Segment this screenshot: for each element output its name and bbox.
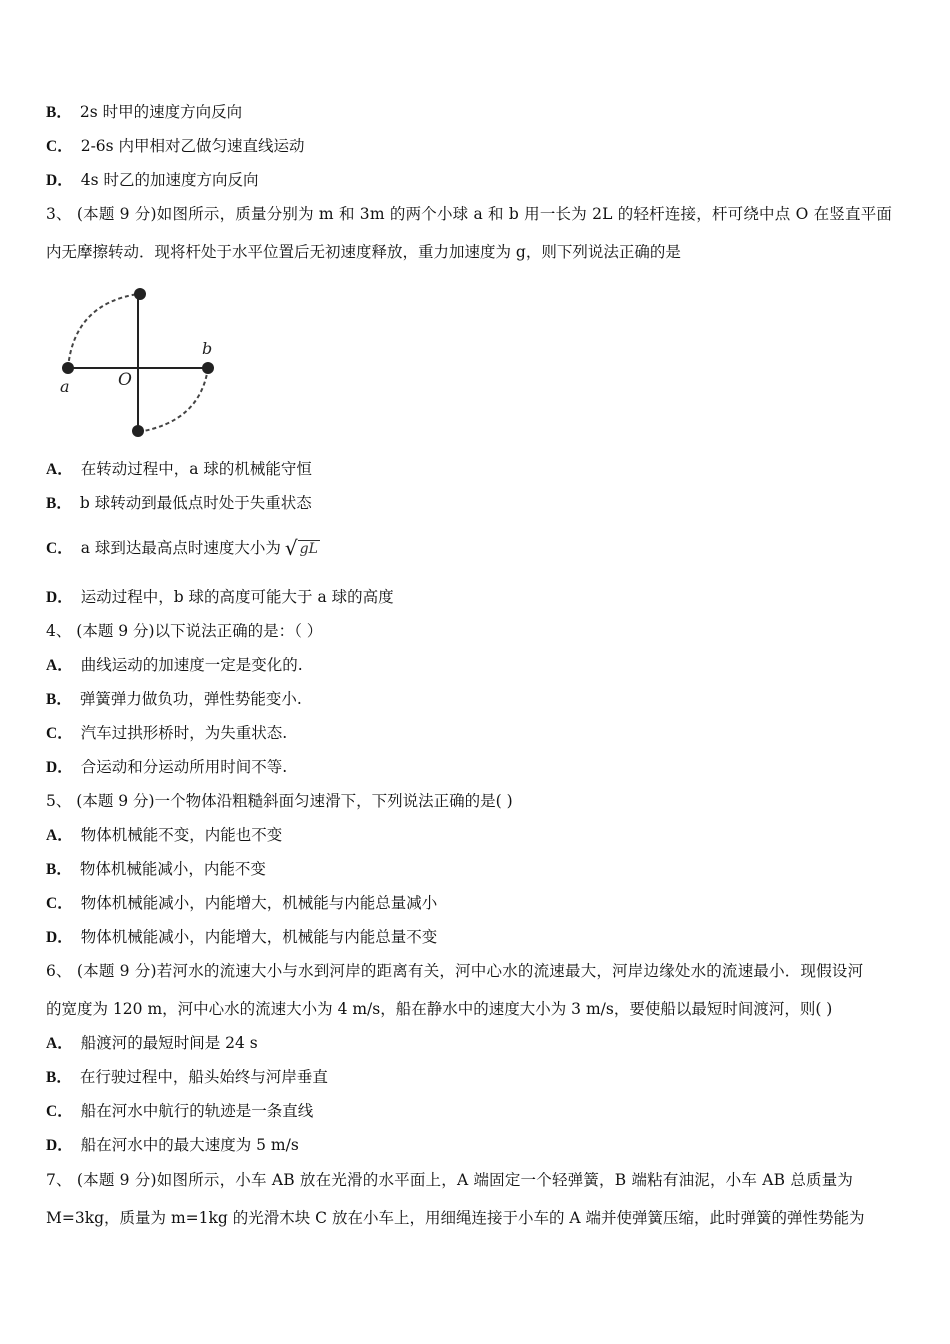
option-label: C． — [46, 138, 73, 155]
formula-radicand: gL — [299, 541, 318, 557]
q6-stem-line2: 的宽度为 120 m，河中心水的流速大小为 4 m/s，船在静水中的速度大小为 3 m/s，要使船以最短时间渡河，则( ) — [46, 1000, 833, 1018]
q3-option-c — [46, 538, 320, 559]
option-text: 船渡河的最短时间是 24 s — [80, 1034, 258, 1052]
q7-stem-line2: M=3kg，质量为 m=1kg 的光滑木块 C 放在小车上，用细绳连接于小车的 A 端并使弹簧压缩，此时弹簧的弹性势能为 — [46, 1209, 865, 1227]
option-label: C． — [46, 540, 73, 557]
q3-option-b — [46, 493, 312, 514]
ball-b — [202, 362, 214, 374]
q4-option-d — [46, 757, 287, 778]
option-label: A． — [46, 657, 73, 674]
option-label: D． — [46, 1137, 73, 1154]
label-b: b — [202, 339, 213, 358]
option-label: C． — [46, 1103, 73, 1120]
option-text: 弹簧弹力做负功，弹性势能变小. — [79, 690, 302, 708]
option-label: B． — [46, 1069, 72, 1086]
q6-option-c — [46, 1101, 313, 1122]
q6-option-d — [46, 1135, 299, 1156]
option-label: B． — [46, 104, 72, 121]
option-label: A． — [46, 461, 73, 478]
option-text: 运动过程中，b 球的高度可能大于 a 球的高度 — [80, 588, 394, 606]
q4-stem: 4、 (本题 9 分)以下说法正确的是：（ ） — [46, 622, 323, 640]
option-text: 汽车过拱形桥时，为失重状态. — [80, 724, 288, 742]
q6-option-b — [46, 1067, 328, 1088]
option-text: 船在河水中的最大速度为 5 m/s — [80, 1136, 299, 1154]
q2-option-b — [46, 102, 242, 123]
ball-a — [62, 362, 74, 374]
option-text: 物体机械能不变，内能也不变 — [80, 826, 283, 844]
q5-stem: 5、 (本题 9 分)一个物体沿粗糙斜面匀速滑下，下列说法正确的是( ) — [46, 792, 513, 810]
q3-option-d — [46, 587, 394, 608]
label-a: a — [60, 377, 70, 396]
q5-option-d — [46, 927, 437, 948]
option-label: B． — [46, 495, 72, 512]
rotating-rod-figure — [50, 282, 230, 442]
option-label: D． — [46, 589, 73, 606]
option-text: 合运动和分运动所用时间不等. — [80, 758, 288, 776]
option-label: B． — [46, 691, 72, 708]
q7-stem-line1: 7、 (本题 9 分)如图所示，小车 AB 放在光滑的水平面上，A 端固定一个轻弹簧，B 端粘有油泥，小车 AB 总质量为 — [46, 1171, 854, 1189]
label-o: O — [118, 370, 132, 390]
option-label: D． — [46, 172, 73, 189]
q4-option-b — [46, 689, 302, 710]
option-text: 4s 时乙的加速度方向反向 — [80, 171, 259, 189]
sqrt-formula: √ gL — [284, 536, 318, 560]
option-text: 物体机械能减小，内能增大，机械能与内能总量不变 — [80, 928, 438, 946]
option-label: C． — [46, 895, 73, 912]
option-label: D． — [46, 759, 73, 776]
option-label: C． — [46, 725, 73, 742]
q4-option-c — [46, 723, 287, 744]
arc-a-to-top — [68, 294, 138, 368]
arc-b-to-bottom — [138, 368, 208, 432]
option-text: 物体机械能减小，内能增大，机械能与内能总量减小 — [80, 894, 438, 912]
option-text: 在转动过程中，a 球的机械能守恒 — [80, 460, 312, 478]
q2-option-d — [46, 170, 258, 191]
option-label: B． — [46, 861, 72, 878]
option-text: 2-6s 内甲相对乙做匀速直线运动 — [80, 137, 305, 155]
q4-option-a — [46, 655, 303, 676]
option-text: 船在河水中航行的轨迹是一条直线 — [80, 1102, 314, 1120]
option-label: A． — [46, 827, 73, 844]
option-text: b 球转动到最低点时处于失重状态 — [79, 494, 312, 512]
q3-stem-line1: 3、 (本题 9 分)如图所示，质量分别为 m 和 3m 的两个小球 a 和 b 用一长为 2L 的轻杆连接，杆可绕中点 O 在竖直平面 — [46, 205, 893, 223]
q5-option-a — [46, 825, 282, 846]
option-text: 2s 时甲的速度方向反向 — [79, 103, 243, 121]
option-text: 在行驶过程中，船头始终与河岸垂直 — [79, 1068, 328, 1086]
option-label: D． — [46, 929, 73, 946]
option-label: A． — [46, 1035, 73, 1052]
q6-stem-line1: 6、 (本题 9 分)若河水的流速大小与水到河岸的距离有关，河中心水的流速最大，河岸边缘处水的流速最小．现假设河 — [46, 962, 864, 980]
q6-option-a — [46, 1033, 258, 1054]
ball-bottom — [132, 425, 144, 437]
q3-option-a — [46, 459, 312, 480]
ball-top — [134, 288, 146, 300]
q5-option-b — [46, 859, 266, 880]
option-text: a 球到达最高点时速度大小为 — [80, 539, 281, 557]
q3-stem-line2: 内无摩擦转动．现将杆处于水平位置后无初速度释放，重力加速度为 g，则下列说法正确的是 — [46, 243, 681, 261]
option-text: 曲线运动的加速度一定是变化的. — [80, 656, 303, 674]
option-text: 物体机械能减小，内能不变 — [79, 860, 266, 878]
q2-option-c — [46, 136, 305, 157]
q5-option-c — [46, 893, 437, 914]
